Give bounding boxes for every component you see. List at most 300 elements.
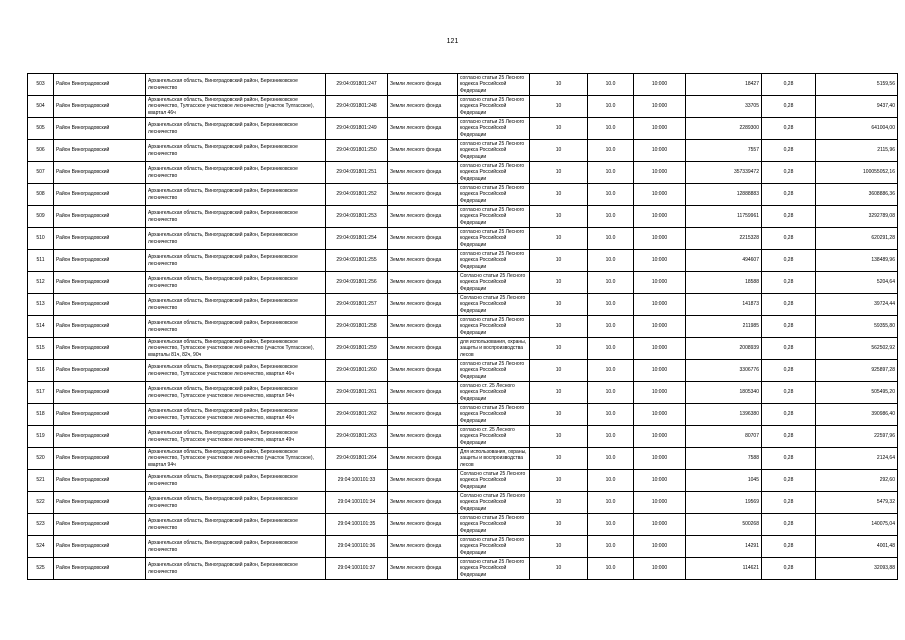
value-cell: 10.0 <box>588 514 634 536</box>
row-number: 520 <box>28 448 54 470</box>
row-number: 510 <box>28 228 54 250</box>
address-cell: Архангельская область, Виноградовский район, Березниковское лесничество <box>146 228 326 250</box>
value-cell: 10:000 <box>634 360 686 382</box>
land-category-cell: Земли лесного фонда <box>388 492 458 514</box>
table-row <box>28 250 898 272</box>
cadastral-number-cell: 29:04:091801:258 <box>326 316 388 338</box>
sum-cell: 59355,80 <box>816 316 898 338</box>
table-row <box>28 162 898 184</box>
land-category-cell: Земли лесного фонда <box>388 316 458 338</box>
district-cell: Район Виноградовский <box>54 316 146 338</box>
cadastral-number-cell: 29:04:091801:256 <box>326 272 388 294</box>
rate-cell: 0,28 <box>762 96 816 118</box>
value-cell: 10:000 <box>634 294 686 316</box>
row-number: 503 <box>28 74 54 96</box>
sum-cell: 505495,20 <box>816 382 898 404</box>
value-cell: 10:000 <box>634 514 686 536</box>
value-cell: 10 <box>530 338 588 360</box>
value-cell: 10 <box>530 316 588 338</box>
value-cell: 10.0 <box>588 118 634 140</box>
basis-cell: согласно ст. 25 Лесного кодекса Российской Федерации <box>458 382 530 404</box>
value-cell: 10.0 <box>588 404 634 426</box>
sum-cell: 140075,04 <box>816 514 898 536</box>
cadastral-number-cell: 29:04:091801:253 <box>326 206 388 228</box>
address-cell: Архангельская область, Виноградовский район, Березниковское лесничество <box>146 272 326 294</box>
basis-cell: согласно статьи 25 Лесного кодекса Российской Федерации <box>458 250 530 272</box>
sum-cell: 390986,40 <box>816 404 898 426</box>
value-cell: 10 <box>530 404 588 426</box>
value-cell: 10.0 <box>588 294 634 316</box>
table-row <box>28 360 898 382</box>
rate-cell: 0,28 <box>762 536 816 558</box>
value-cell: 10 <box>530 96 588 118</box>
rate-cell: 0,28 <box>762 426 816 448</box>
basis-cell: согласно статьи 25 Лесного кодекса Российской Федерации <box>458 184 530 206</box>
area-cell: 211985 <box>686 316 762 338</box>
value-cell: 10.0 <box>588 536 634 558</box>
sum-cell: 22597,96 <box>816 426 898 448</box>
value-cell: 10:000 <box>634 228 686 250</box>
value-cell: 10:000 <box>634 404 686 426</box>
basis-cell: для использования, охраны, защиты и воспроизводства лесов <box>458 338 530 360</box>
cadastral-number-cell: 29:04:091801:260 <box>326 360 388 382</box>
land-category-cell: Земли лесного фонда <box>388 250 458 272</box>
sum-cell: 292,60 <box>816 470 898 492</box>
row-number: 511 <box>28 250 54 272</box>
cadastral-number-cell: 29:04:091801:255 <box>326 250 388 272</box>
sum-cell: 641004,00 <box>816 118 898 140</box>
value-cell: 10:000 <box>634 382 686 404</box>
value-cell: 10:000 <box>634 206 686 228</box>
area-cell: 14291 <box>686 536 762 558</box>
rate-cell: 0,28 <box>762 74 816 96</box>
district-cell: Район Виноградовский <box>54 118 146 140</box>
basis-cell: согласно статьи 25 Лесного кодекса Российской Федерации <box>458 536 530 558</box>
value-cell: 10:000 <box>634 250 686 272</box>
rate-cell: 0,28 <box>762 558 816 580</box>
row-number: 509 <box>28 206 54 228</box>
cadastral-number-cell: 29:04:091801:252 <box>326 184 388 206</box>
address-cell: Архангельская область, Виноградовский район, Березниковское лесничество, Тулгасское участковое лесничество, квартал 49ч <box>146 426 326 448</box>
land-category-cell: Земли лесного фонда <box>388 470 458 492</box>
sum-cell: 5159,56 <box>816 74 898 96</box>
basis-cell: согласно статьи 25 Лесного кодекса Российской Федерации <box>458 558 530 580</box>
address-cell: Архангельская область, Виноградовский район, Березниковское лесничество <box>146 316 326 338</box>
land-category-cell: Земли лесного фонда <box>388 448 458 470</box>
basis-cell: согласно статьи 25 Лесного кодекса Российской Федерации <box>458 316 530 338</box>
table-row <box>28 338 898 360</box>
basis-cell: согласно статьи 25 Лесного кодекса Российской Федерации <box>458 514 530 536</box>
area-cell: 7588 <box>686 448 762 470</box>
table-row <box>28 206 898 228</box>
basis-cell: Согласно статьи 25 Лесного кодекса Российской Федерации <box>458 294 530 316</box>
value-cell: 10.0 <box>588 492 634 514</box>
address-cell: Архангельская область, Виноградовский район, Березниковское лесничество <box>146 492 326 514</box>
address-cell: Архангельская область, Виноградовский район, Березниковское лесничество <box>146 184 326 206</box>
sum-cell: 32093,88 <box>816 558 898 580</box>
cadastral-number-cell: 29:04:100101:37 <box>326 558 388 580</box>
cadastral-number-cell: 29:04:091801:250 <box>326 140 388 162</box>
address-cell: Архангельская область, Виноградовский район, Березниковское лесничество <box>146 206 326 228</box>
area-cell: 357339472 <box>686 162 762 184</box>
district-cell: Район Виноградовский <box>54 272 146 294</box>
address-cell: Архангельская область, Виноградовский район, Березниковское лесничество <box>146 558 326 580</box>
row-number: 507 <box>28 162 54 184</box>
value-cell: 10 <box>530 426 588 448</box>
value-cell: 10.0 <box>588 316 634 338</box>
address-cell: Архангельская область, Виноградовский район, Березниковское лесничество, Тулгасское участковое лесничество, квартал 46ч <box>146 360 326 382</box>
rate-cell: 0,28 <box>762 492 816 514</box>
table-row <box>28 184 898 206</box>
value-cell: 10.0 <box>588 74 634 96</box>
sum-cell: 100055052,16 <box>816 162 898 184</box>
address-cell: Архангельская область, Виноградовский район, Березниковское лесничество <box>146 118 326 140</box>
row-number: 504 <box>28 96 54 118</box>
basis-cell: согласно ст. 25 Лесного кодекса Российской Федерации <box>458 426 530 448</box>
value-cell: 10.0 <box>588 228 634 250</box>
sum-cell: 562502,92 <box>816 338 898 360</box>
value-cell: 10 <box>530 162 588 184</box>
table-row <box>28 492 898 514</box>
district-cell: Район Виноградовский <box>54 206 146 228</box>
land-category-cell: Земли лесного фонда <box>388 74 458 96</box>
value-cell: 10.0 <box>588 470 634 492</box>
address-cell: Архангельская область, Виноградовский район, Березниковское лесничество, Тулгасское участковое лесничество (участок Тулгасское), квартал 94ч <box>146 448 326 470</box>
row-number: 514 <box>28 316 54 338</box>
value-cell: 10:000 <box>634 536 686 558</box>
value-cell: 10.0 <box>588 250 634 272</box>
value-cell: 10:000 <box>634 140 686 162</box>
value-cell: 10.0 <box>588 558 634 580</box>
land-category-cell: Земли лесного фонда <box>388 184 458 206</box>
address-cell: Архангельская область, Виноградовский район, Березниковское лесничество, Тулгасское участковое лесничество, квартал 94ч <box>146 382 326 404</box>
district-cell: Район Виноградовский <box>54 294 146 316</box>
sum-cell: 620291,28 <box>816 228 898 250</box>
value-cell: 10.0 <box>588 382 634 404</box>
address-cell: Архангельская область, Виноградовский район, Березниковское лесничество <box>146 470 326 492</box>
row-number: 515 <box>28 338 54 360</box>
address-cell: Архангельская область, Виноградовский район, Березниковское лесничество <box>146 74 326 96</box>
table-row <box>28 382 898 404</box>
area-cell: 19569 <box>686 492 762 514</box>
sum-cell: 5204,64 <box>816 272 898 294</box>
basis-cell: согласно статьи 25 Лесного кодекса Российской Федерации <box>458 206 530 228</box>
cadastral-number-cell: 29:04:091801:257 <box>326 294 388 316</box>
rate-cell: 0,28 <box>762 360 816 382</box>
district-cell: Район Виноградовский <box>54 382 146 404</box>
value-cell: 10.0 <box>588 96 634 118</box>
land-category-cell: Земли лесного фонда <box>388 96 458 118</box>
sum-cell: 39724,44 <box>816 294 898 316</box>
row-number: 512 <box>28 272 54 294</box>
district-cell: Район Виноградовский <box>54 360 146 382</box>
cadastral-number-cell: 29:04:091801:264 <box>326 448 388 470</box>
basis-cell: Согласно статьи 25 Лесного кодекса Российской Федерации <box>458 470 530 492</box>
district-cell: Район Виноградовский <box>54 426 146 448</box>
district-cell: Район Виноградовский <box>54 140 146 162</box>
row-number: 516 <box>28 360 54 382</box>
district-cell: Район Виноградовский <box>54 162 146 184</box>
value-cell: 10:000 <box>634 316 686 338</box>
rate-cell: 0,28 <box>762 250 816 272</box>
value-cell: 10 <box>530 382 588 404</box>
area-cell: 2008939 <box>686 338 762 360</box>
area-cell: 11759961 <box>686 206 762 228</box>
land-category-cell: Земли лесного фонда <box>388 162 458 184</box>
table-row <box>28 140 898 162</box>
land-category-cell: Земли лесного фонда <box>388 272 458 294</box>
cadastral-number-cell: 29:04:091801:248 <box>326 96 388 118</box>
district-cell: Район Виноградовский <box>54 536 146 558</box>
cadastral-number-cell: 29:04:100101:33 <box>326 470 388 492</box>
value-cell: 10 <box>530 184 588 206</box>
rate-cell: 0,28 <box>762 382 816 404</box>
area-cell: 18588 <box>686 272 762 294</box>
address-cell: Архангельская область, Виноградовский район, Березниковское лесничество <box>146 514 326 536</box>
rate-cell: 0,28 <box>762 448 816 470</box>
value-cell: 10 <box>530 206 588 228</box>
basis-cell: согласно статьи 25 Лесного кодекса Российской Федерации <box>458 360 530 382</box>
rate-cell: 0,28 <box>762 404 816 426</box>
row-number: 518 <box>28 404 54 426</box>
value-cell: 10.0 <box>588 426 634 448</box>
address-cell: Архангельская область, Виноградовский район, Березниковское лесничество <box>146 250 326 272</box>
land-category-cell: Земли лесного фонда <box>388 404 458 426</box>
cadastral-number-cell: 29:04:091801:262 <box>326 404 388 426</box>
basis-cell: Согласно статьи 25 Лесного кодекса Российской Федерации <box>458 272 530 294</box>
rate-cell: 0,28 <box>762 184 816 206</box>
value-cell: 10 <box>530 228 588 250</box>
table-row <box>28 558 898 580</box>
land-category-cell: Земли лесного фонда <box>388 426 458 448</box>
value-cell: 10.0 <box>588 184 634 206</box>
area-cell: 80707 <box>686 426 762 448</box>
sum-cell: 3608886,36 <box>816 184 898 206</box>
district-cell: Район Виноградовский <box>54 514 146 536</box>
cadastral-number-cell: 29:04:100101:36 <box>326 536 388 558</box>
rate-cell: 0,28 <box>762 338 816 360</box>
value-cell: 10 <box>530 470 588 492</box>
row-number: 524 <box>28 536 54 558</box>
district-cell: Район Виноградовский <box>54 228 146 250</box>
value-cell: 10 <box>530 118 588 140</box>
cadastral-number-cell: 29:04:100101:35 <box>326 514 388 536</box>
area-cell: 12888883 <box>686 184 762 206</box>
cadastral-number-cell: 29:04:091801:247 <box>326 74 388 96</box>
page-number: 121 <box>446 38 459 45</box>
rate-cell: 0,28 <box>762 294 816 316</box>
sum-cell: 2115,96 <box>816 140 898 162</box>
value-cell: 10:000 <box>634 558 686 580</box>
row-number: 521 <box>28 470 54 492</box>
cadastral-number-cell: 29:04:091801:254 <box>326 228 388 250</box>
table-row <box>28 96 898 118</box>
rate-cell: 0,28 <box>762 470 816 492</box>
value-cell: 10.0 <box>588 140 634 162</box>
value-cell: 10 <box>530 360 588 382</box>
table-row <box>28 228 898 250</box>
value-cell: 10:000 <box>634 74 686 96</box>
land-category-cell: Земли лесного фонда <box>388 558 458 580</box>
address-cell: Архангельская область, Виноградовский район, Березниковское лесничество <box>146 140 326 162</box>
area-cell: 2289300 <box>686 118 762 140</box>
cadastral-number-cell: 29:04:091801:261 <box>326 382 388 404</box>
cadastral-number-cell: 29:04:091801:259 <box>326 338 388 360</box>
table-row <box>28 470 898 492</box>
rate-cell: 0,28 <box>762 162 816 184</box>
land-category-cell: Земли лесного фонда <box>388 118 458 140</box>
land-category-cell: Земли лесного фонда <box>388 338 458 360</box>
value-cell: 10 <box>530 536 588 558</box>
value-cell: 10 <box>530 558 588 580</box>
value-cell: 10:000 <box>634 118 686 140</box>
basis-cell: согласно статьи 25 Лесного кодекса Российской Федерации <box>458 228 530 250</box>
row-number: 522 <box>28 492 54 514</box>
area-cell: 7557 <box>686 140 762 162</box>
value-cell: 10 <box>530 74 588 96</box>
district-cell: Район Виноградовский <box>54 404 146 426</box>
area-cell: 141873 <box>686 294 762 316</box>
land-registry-table <box>27 73 898 580</box>
row-number: 523 <box>28 514 54 536</box>
district-cell: Район Виноградовский <box>54 492 146 514</box>
row-number: 513 <box>28 294 54 316</box>
row-number: 508 <box>28 184 54 206</box>
value-cell: 10 <box>530 272 588 294</box>
basis-cell: согласно статьи 25 Лесного кодекса Российской Федерации <box>458 140 530 162</box>
row-number: 505 <box>28 118 54 140</box>
area-cell: 500268 <box>686 514 762 536</box>
address-cell: Архангельская область, Виноградовский район, Березниковское лесничество, Тулгасское участковое лесничество (участок Тулгасское), кварталы 81ч, 82ч, 90ч <box>146 338 326 360</box>
area-cell: 3306776 <box>686 360 762 382</box>
basis-cell: согласно статьи 25 Лесного кодекса Российской Федерации <box>458 74 530 96</box>
table-row <box>28 74 898 96</box>
value-cell: 10.0 <box>588 338 634 360</box>
value-cell: 10:000 <box>634 338 686 360</box>
value-cell: 10 <box>530 250 588 272</box>
basis-cell: согласно статьи 25 Лесного кодекса Российской Федерации <box>458 118 530 140</box>
row-number: 525 <box>28 558 54 580</box>
table-row <box>28 404 898 426</box>
cadastral-number-cell: 29:04:100101:34 <box>326 492 388 514</box>
row-number: 519 <box>28 426 54 448</box>
table-row <box>28 448 898 470</box>
area-cell: 1045 <box>686 470 762 492</box>
table-row <box>28 118 898 140</box>
area-cell: 114621 <box>686 558 762 580</box>
table-row <box>28 536 898 558</box>
land-category-cell: Земли лесного фонда <box>388 514 458 536</box>
basis-cell: Согласно статьи 25 Лесного кодекса Российской Федерации <box>458 492 530 514</box>
sum-cell: 2124,64 <box>816 448 898 470</box>
value-cell: 10 <box>530 140 588 162</box>
area-cell: 2215328 <box>686 228 762 250</box>
land-category-cell: Земли лесного фонда <box>388 382 458 404</box>
value-cell: 10:000 <box>634 448 686 470</box>
area-cell: 494607 <box>686 250 762 272</box>
area-cell: 18427 <box>686 74 762 96</box>
land-category-cell: Земли лесного фонда <box>388 536 458 558</box>
table-row <box>28 294 898 316</box>
district-cell: Район Виноградовский <box>54 184 146 206</box>
area-cell: 1396380 <box>686 404 762 426</box>
cadastral-number-cell: 29:04:091801:251 <box>326 162 388 184</box>
district-cell: Район Виноградовский <box>54 470 146 492</box>
value-cell: 10:000 <box>634 426 686 448</box>
cadastral-number-cell: 29:04:091801:263 <box>326 426 388 448</box>
row-number: 517 <box>28 382 54 404</box>
row-number: 506 <box>28 140 54 162</box>
table-row <box>28 426 898 448</box>
value-cell: 10 <box>530 448 588 470</box>
district-cell: Район Виноградовский <box>54 74 146 96</box>
district-cell: Район Виноградовский <box>54 250 146 272</box>
sum-cell: 925897,28 <box>816 360 898 382</box>
area-cell: 33705 <box>686 96 762 118</box>
value-cell: 10.0 <box>588 162 634 184</box>
sum-cell: 9437,40 <box>816 96 898 118</box>
value-cell: 10.0 <box>588 272 634 294</box>
land-category-cell: Земли лесного фонда <box>388 360 458 382</box>
value-cell: 10 <box>530 294 588 316</box>
value-cell: 10 <box>530 514 588 536</box>
value-cell: 10:000 <box>634 96 686 118</box>
rate-cell: 0,28 <box>762 316 816 338</box>
rate-cell: 0,28 <box>762 272 816 294</box>
land-category-cell: Земли лесного фонда <box>388 228 458 250</box>
area-cell: 1805340 <box>686 382 762 404</box>
value-cell: 10 <box>530 492 588 514</box>
cadastral-number-cell: 29:04:091801:249 <box>326 118 388 140</box>
sum-cell: 138489,96 <box>816 250 898 272</box>
district-cell: Район Виноградовский <box>54 338 146 360</box>
value-cell: 10.0 <box>588 448 634 470</box>
table-row <box>28 316 898 338</box>
address-cell: Архангельская область, Виноградовский район, Березниковское лесничество, Тулгасское участковое лесничество, квартал 46ч <box>146 404 326 426</box>
basis-cell: согласно статьи 25 Лесного кодекса Российской Федерации <box>458 96 530 118</box>
rate-cell: 0,28 <box>762 206 816 228</box>
rate-cell: 0,28 <box>762 514 816 536</box>
sum-cell: 5479,32 <box>816 492 898 514</box>
value-cell: 10:000 <box>634 184 686 206</box>
basis-cell: согласно статьи 25 Лесного кодекса Российской Федерации <box>458 162 530 184</box>
rate-cell: 0,28 <box>762 228 816 250</box>
land-category-cell: Земли лесного фонда <box>388 140 458 162</box>
district-cell: Район Виноградовский <box>54 96 146 118</box>
basis-cell: согласно статьи 25 Лесного кодекса Российской Федерации <box>458 404 530 426</box>
value-cell: 10:000 <box>634 492 686 514</box>
address-cell: Архангельская область, Виноградовский район, Березниковское лесничество <box>146 162 326 184</box>
rate-cell: 0,28 <box>762 140 816 162</box>
table-row <box>28 272 898 294</box>
value-cell: 10:000 <box>634 470 686 492</box>
sum-cell: 3292789,08 <box>816 206 898 228</box>
value-cell: 10:000 <box>634 272 686 294</box>
district-cell: Район Виноградовский <box>54 448 146 470</box>
land-category-cell: Земли лесного фонда <box>388 294 458 316</box>
address-cell: Архангельская область, Виноградовский район, Березниковское лесничество, Тулгасское участковое лесничество (участок Тулгасское), квартал 46ч <box>146 96 326 118</box>
value-cell: 10.0 <box>588 360 634 382</box>
value-cell: 10:000 <box>634 162 686 184</box>
address-cell: Архангельская область, Виноградовский район, Березниковское лесничество <box>146 294 326 316</box>
basis-cell: Для использования, охраны, защиты и воспроизводства лесов <box>458 448 530 470</box>
value-cell: 10.0 <box>588 206 634 228</box>
district-cell: Район Виноградовский <box>54 558 146 580</box>
sum-cell: 4001,48 <box>816 536 898 558</box>
rate-cell: 0,28 <box>762 118 816 140</box>
land-category-cell: Земли лесного фонда <box>388 206 458 228</box>
table-row <box>28 514 898 536</box>
